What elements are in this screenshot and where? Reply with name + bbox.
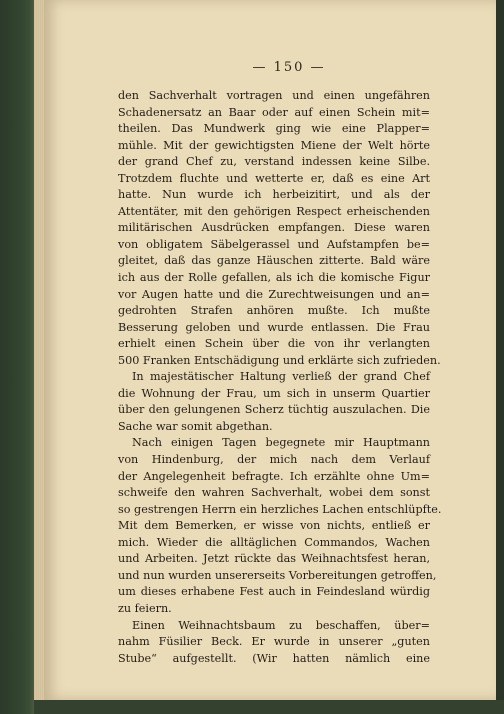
text-line: Attentäter, mit den gehörigen Respect erheischenden bbox=[118, 204, 430, 218]
text-line: Trotzdem fluchte und wetterte er, daß es eine Art bbox=[118, 171, 430, 185]
body-text bbox=[118, 88, 442, 667]
text-line: Nach einigen Tagen begegnete mir Hauptmann bbox=[132, 436, 430, 450]
text-line: Sache war somit abgethan. bbox=[118, 419, 273, 433]
text-line: von obligatem Säbelgerassel und Aufstampfen be= bbox=[118, 237, 430, 251]
text-line: Mit dem Bemerken, er wisse von nichts, entließ er bbox=[118, 519, 430, 533]
text-line: militärischen Ausdrücken empfangen. Diese waren bbox=[118, 221, 430, 235]
text-line: mühle. Mit der gewichtigsten Miene der Welt hörte bbox=[118, 138, 430, 152]
text-line: und nun wurden unsererseits Vorbereitungen getroffen, bbox=[118, 568, 437, 582]
background-bottom bbox=[34, 700, 504, 714]
text-line: den Sachverhalt vortragen und einen ungefähren bbox=[118, 89, 430, 102]
text-line: In majestätischer Haltung verließ der grand Chef bbox=[132, 370, 430, 384]
text-line: der grand Chef zu, verstand indessen keine Silbe. bbox=[118, 155, 430, 169]
text-line: erhielt einen Schein über die von ihr verlangten bbox=[118, 337, 430, 351]
text-line: nahm Füsilier Beck. Er wurde in unserer „guten bbox=[118, 635, 430, 649]
page-number: — 150 — bbox=[252, 60, 326, 75]
text-line: so gestrengen Herrn ein herzliches Lachen entschlüpfte. bbox=[118, 502, 442, 516]
text-line: über den gelungenen Scherz tüchtig auszulachen. Die bbox=[118, 403, 430, 417]
text-line: hatte. Nun wurde ich herbeizitirt, und als der bbox=[118, 188, 430, 202]
text-line: die Wohnung der Frau, um sich in unserm Quartier bbox=[118, 386, 430, 400]
text-line: der Angelegenheit befragte. Ich erzählte ohne Um= bbox=[118, 469, 430, 483]
text-line: mich. Wieder die alltäglichen Commandos, Wachen bbox=[118, 535, 430, 549]
text-line: Besserung geloben und wurde entlassen. Die Frau bbox=[118, 320, 430, 334]
text-line: 500 Franken Entschädigung und erklärte sich zufrieden. bbox=[118, 353, 441, 367]
text-line: um dieses erhabene Fest auch in Feindesland würdig bbox=[118, 585, 430, 599]
text-line: Stube“ aufgestellt. (Wir hatten nämlich eine bbox=[118, 651, 430, 665]
text-line: gleitet, daß das ganze Häuschen zitterte. Bald wäre bbox=[118, 254, 430, 268]
text-line: schweife den wahren Sachverhalt, wobei dem sonst bbox=[118, 486, 430, 500]
text-line: von Hindenburg, der mich nach dem Verlauf bbox=[118, 453, 430, 467]
text-line: ich aus der Rolle gefallen, als ich die komische Figur bbox=[118, 271, 430, 285]
text-line: gedrohten Strafen anhören mußte. Ich mußte bbox=[118, 304, 430, 318]
text-line: zu feiern. bbox=[118, 601, 172, 615]
text-line: Schadenersatz an Baar oder auf einen Schein mit= bbox=[118, 105, 430, 119]
text-line: vor Augen hatte und die Zurechtweisungen und an= bbox=[118, 287, 430, 301]
background-edge bbox=[496, 0, 504, 714]
text-line: Einen Weihnachtsbaum zu beschaffen, über= bbox=[132, 618, 430, 632]
text-line: und Arbeiten. Jetzt rückte das Weihnachtsfest heran, bbox=[118, 552, 430, 566]
text-line: theilen. Das Mundwerk ging wie eine Plapper= bbox=[118, 122, 430, 136]
